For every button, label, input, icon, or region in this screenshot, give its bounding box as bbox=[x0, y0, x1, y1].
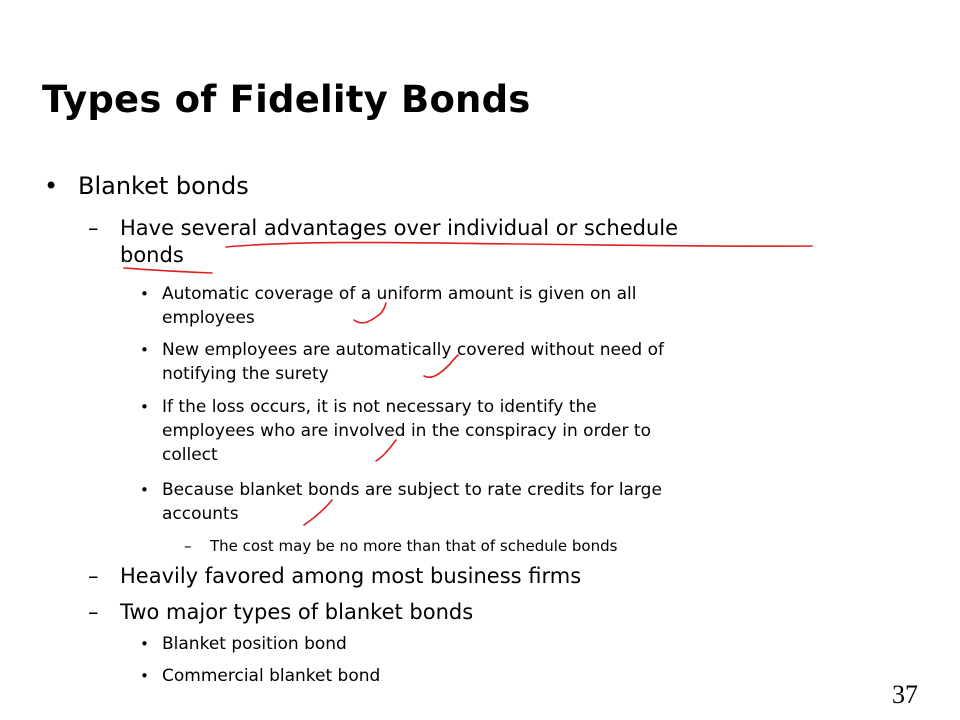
point-rate-credits bbox=[140, 478, 882, 526]
bullet-glyph: • bbox=[140, 341, 149, 359]
point-text-line2: accounts bbox=[162, 504, 239, 524]
slide-title: Types of Fidelity Bonds bbox=[42, 78, 531, 121]
point-text-line3: collect bbox=[162, 445, 218, 465]
point-text: Commercial blanket bond bbox=[162, 666, 381, 686]
subpoint-cost bbox=[184, 537, 618, 555]
subbullet-text-line2: bonds bbox=[120, 243, 184, 267]
subbullet-favored bbox=[88, 564, 582, 588]
dash-glyph: – bbox=[88, 600, 99, 624]
page-number: 37 bbox=[892, 680, 918, 709]
subbullet-text-line1: Have several advantages over individual or schedule bbox=[120, 216, 679, 240]
subbullet-text: Two major types of blanket bonds bbox=[120, 600, 474, 624]
bullet-glyph: • bbox=[140, 667, 149, 685]
bullet-glyph: • bbox=[140, 398, 149, 416]
bullet-glyph: • bbox=[140, 635, 149, 653]
point-blanket-position bbox=[140, 632, 882, 656]
point-text-line1: If the loss occurs, it is not necessary to identify the bbox=[162, 397, 597, 417]
dash-glyph: – bbox=[88, 564, 99, 588]
bullet-glyph: • bbox=[140, 285, 149, 303]
subbullet-text: Heavily favored among most business firms bbox=[120, 564, 582, 588]
dash-glyph: – bbox=[88, 216, 99, 240]
subbullet-advantages bbox=[88, 216, 679, 240]
point-text-line1: Automatic coverage of a uniform amount is given on all bbox=[162, 284, 637, 304]
point-loss-occurs bbox=[140, 395, 882, 467]
point-new-employees bbox=[140, 338, 882, 386]
point-text-line2: employees bbox=[162, 308, 255, 328]
bullet-blanket-bonds bbox=[44, 172, 249, 200]
bullet-glyph: • bbox=[140, 481, 149, 499]
point-text-line1: New employees are automatically covered without need of bbox=[162, 340, 664, 360]
bullet-glyph: • bbox=[44, 172, 59, 200]
bullet-text: Blanket bonds bbox=[78, 172, 249, 200]
point-text: Blanket position bond bbox=[162, 634, 347, 654]
point-text-line2: notifying the surety bbox=[162, 364, 329, 384]
point-automatic-coverage bbox=[140, 282, 882, 330]
subpoint-text: The cost may be no more than that of schedule bonds bbox=[210, 537, 618, 555]
point-text-line1: Because blanket bonds are subject to rate credits for large bbox=[162, 480, 662, 500]
ink-underline-bonds bbox=[124, 268, 212, 273]
subbullet-advantages-cont bbox=[120, 243, 184, 267]
point-commercial-blanket bbox=[140, 664, 882, 688]
ink-underline-advantages bbox=[226, 243, 812, 248]
point-text-line2: employees who are involved in the conspiracy in order to bbox=[162, 421, 651, 441]
subbullet-two-types bbox=[88, 600, 474, 624]
dash-glyph: – bbox=[184, 537, 192, 555]
